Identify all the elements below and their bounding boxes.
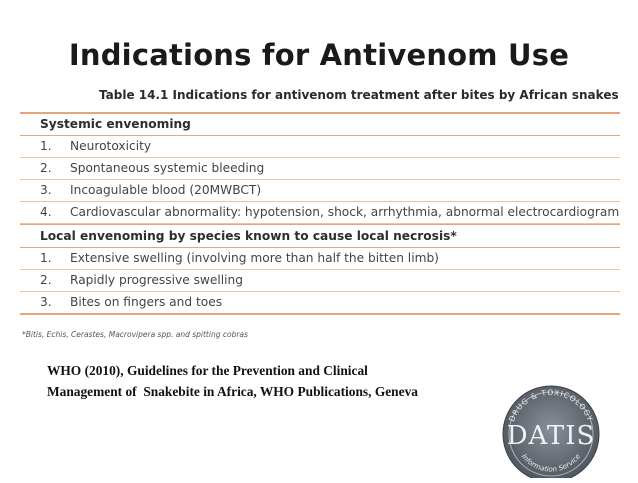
- datis-logo-icon: [486, 372, 616, 478]
- logo-bottom-text: Information Service: [519, 452, 583, 474]
- table-row: [20, 248, 620, 270]
- table-row: [20, 158, 620, 180]
- section-heading-systemic: Systemic envenoming: [20, 114, 620, 136]
- datis-logo-svg: [486, 372, 616, 478]
- row-text: Cardiovascular abnormality: hypotension, shock, arrhythmia, abnormal electrocardiogram: [70, 205, 620, 219]
- table-row: [20, 202, 620, 224]
- section-heading-local: Local envenoming by species known to cause local necrosis*: [20, 224, 620, 248]
- row-number: 4.: [40, 205, 52, 219]
- citation-line-1: WHO (2010), Guidelines for the Prevention and Clinical: [47, 363, 368, 378]
- row-number: 1.: [40, 139, 52, 153]
- row-text: Extensive swelling (involving more than half the bitten limb): [70, 251, 439, 265]
- row-text: Spontaneous systemic bleeding: [70, 161, 265, 175]
- row-text: Neurotoxicity: [70, 139, 152, 153]
- logo-top-text: DRUG & TOXICOLOGY: [507, 387, 595, 423]
- slide-title: Indications for Antivenom Use: [68, 38, 570, 72]
- row-number: 3.: [40, 183, 52, 197]
- row-text: Bites on fingers and toes: [70, 295, 223, 309]
- citation-line-2: Management of Snakebite in Africa, WHO Publications, Geneva: [47, 384, 418, 399]
- row-number: 1.: [40, 251, 52, 265]
- row-number: 2.: [40, 161, 52, 175]
- logo-main-text: DATIS: [506, 421, 596, 451]
- table-row: [20, 292, 620, 313]
- table-row: [20, 270, 620, 292]
- table-row: [20, 180, 620, 202]
- row-number: 3.: [40, 295, 52, 309]
- citation: [47, 360, 418, 402]
- row-text: Incoagulable blood (20MWBCT): [70, 183, 262, 197]
- row-text: Rapidly progressive swelling: [70, 273, 244, 287]
- indications-table: [20, 112, 620, 315]
- table-caption: Table 14.1 Indications for antivenom treatment after bites by African snakes: [99, 88, 619, 102]
- table-footnote: *Bitis, Echis, Cerastes, Macrovipera spp. and spitting cobras: [22, 330, 248, 339]
- table-row: [20, 136, 620, 158]
- row-number: 2.: [40, 273, 52, 287]
